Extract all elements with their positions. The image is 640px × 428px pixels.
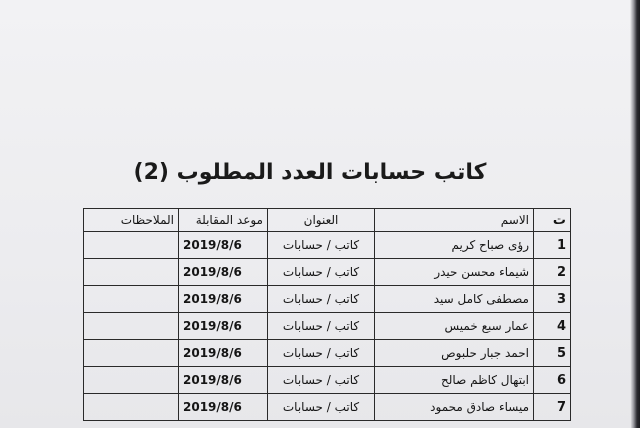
cell-seq: 3: [534, 286, 571, 313]
header-name: الاسم: [375, 209, 534, 232]
cell-address: كاتب / حسابات: [268, 313, 375, 340]
cell-notes: [84, 232, 179, 259]
cell-interview-date: 2019/8/6: [179, 394, 268, 421]
header-interview-date: موعد المقابلة: [179, 209, 268, 232]
page-edge-shadow: [630, 0, 640, 428]
cell-interview-date: 2019/8/6: [179, 340, 268, 367]
table-row: [84, 367, 571, 394]
cell-interview-date: 2019/8/6: [179, 313, 268, 340]
cell-seq: 7: [534, 394, 571, 421]
cell-notes: [84, 340, 179, 367]
header-address: العنوان: [268, 209, 375, 232]
table-row: [84, 232, 571, 259]
cell-name: شيماء محسن حيدر: [375, 259, 534, 286]
header-seq: ت: [534, 209, 571, 232]
cell-seq: 4: [534, 313, 571, 340]
cell-name: رؤى صباح كريم: [375, 232, 534, 259]
header-notes: الملاحظات: [84, 209, 179, 232]
cell-seq: 6: [534, 367, 571, 394]
table-row: [84, 340, 571, 367]
cell-notes: [84, 313, 179, 340]
cell-interview-date: 2019/8/6: [179, 232, 268, 259]
cell-address: كاتب / حسابات: [268, 259, 375, 286]
cell-seq: 1: [534, 232, 571, 259]
cell-name: عمار سبع خميس: [375, 313, 534, 340]
cell-notes: [84, 367, 179, 394]
cell-name: مصطفى كامل سيد: [375, 286, 534, 313]
cell-name: ميساء صادق محمود: [375, 394, 534, 421]
cell-address: كاتب / حسابات: [268, 340, 375, 367]
cell-interview-date: 2019/8/6: [179, 286, 268, 313]
cell-address: كاتب / حسابات: [268, 394, 375, 421]
cell-seq: 5: [534, 340, 571, 367]
cell-notes: [84, 394, 179, 421]
cell-seq: 2: [534, 259, 571, 286]
table-row: [84, 286, 571, 313]
table-row: [84, 313, 571, 340]
cell-name: ابتهال كاظم صالح: [375, 367, 534, 394]
table-row: [84, 394, 571, 421]
cell-address: كاتب / حسابات: [268, 367, 375, 394]
cell-notes: [84, 286, 179, 313]
table-row: [84, 259, 571, 286]
cell-interview-date: 2019/8/6: [179, 367, 268, 394]
candidates-table: [83, 208, 571, 421]
cell-address: كاتب / حسابات: [268, 232, 375, 259]
page-title: كاتب حسابات العدد المطلوب (2): [133, 160, 487, 185]
cell-interview-date: 2019/8/6: [179, 259, 268, 286]
cell-name: احمد جبار حلبوص: [375, 340, 534, 367]
table-header-row: [84, 209, 571, 232]
cell-notes: [84, 259, 179, 286]
cell-address: كاتب / حسابات: [268, 286, 375, 313]
